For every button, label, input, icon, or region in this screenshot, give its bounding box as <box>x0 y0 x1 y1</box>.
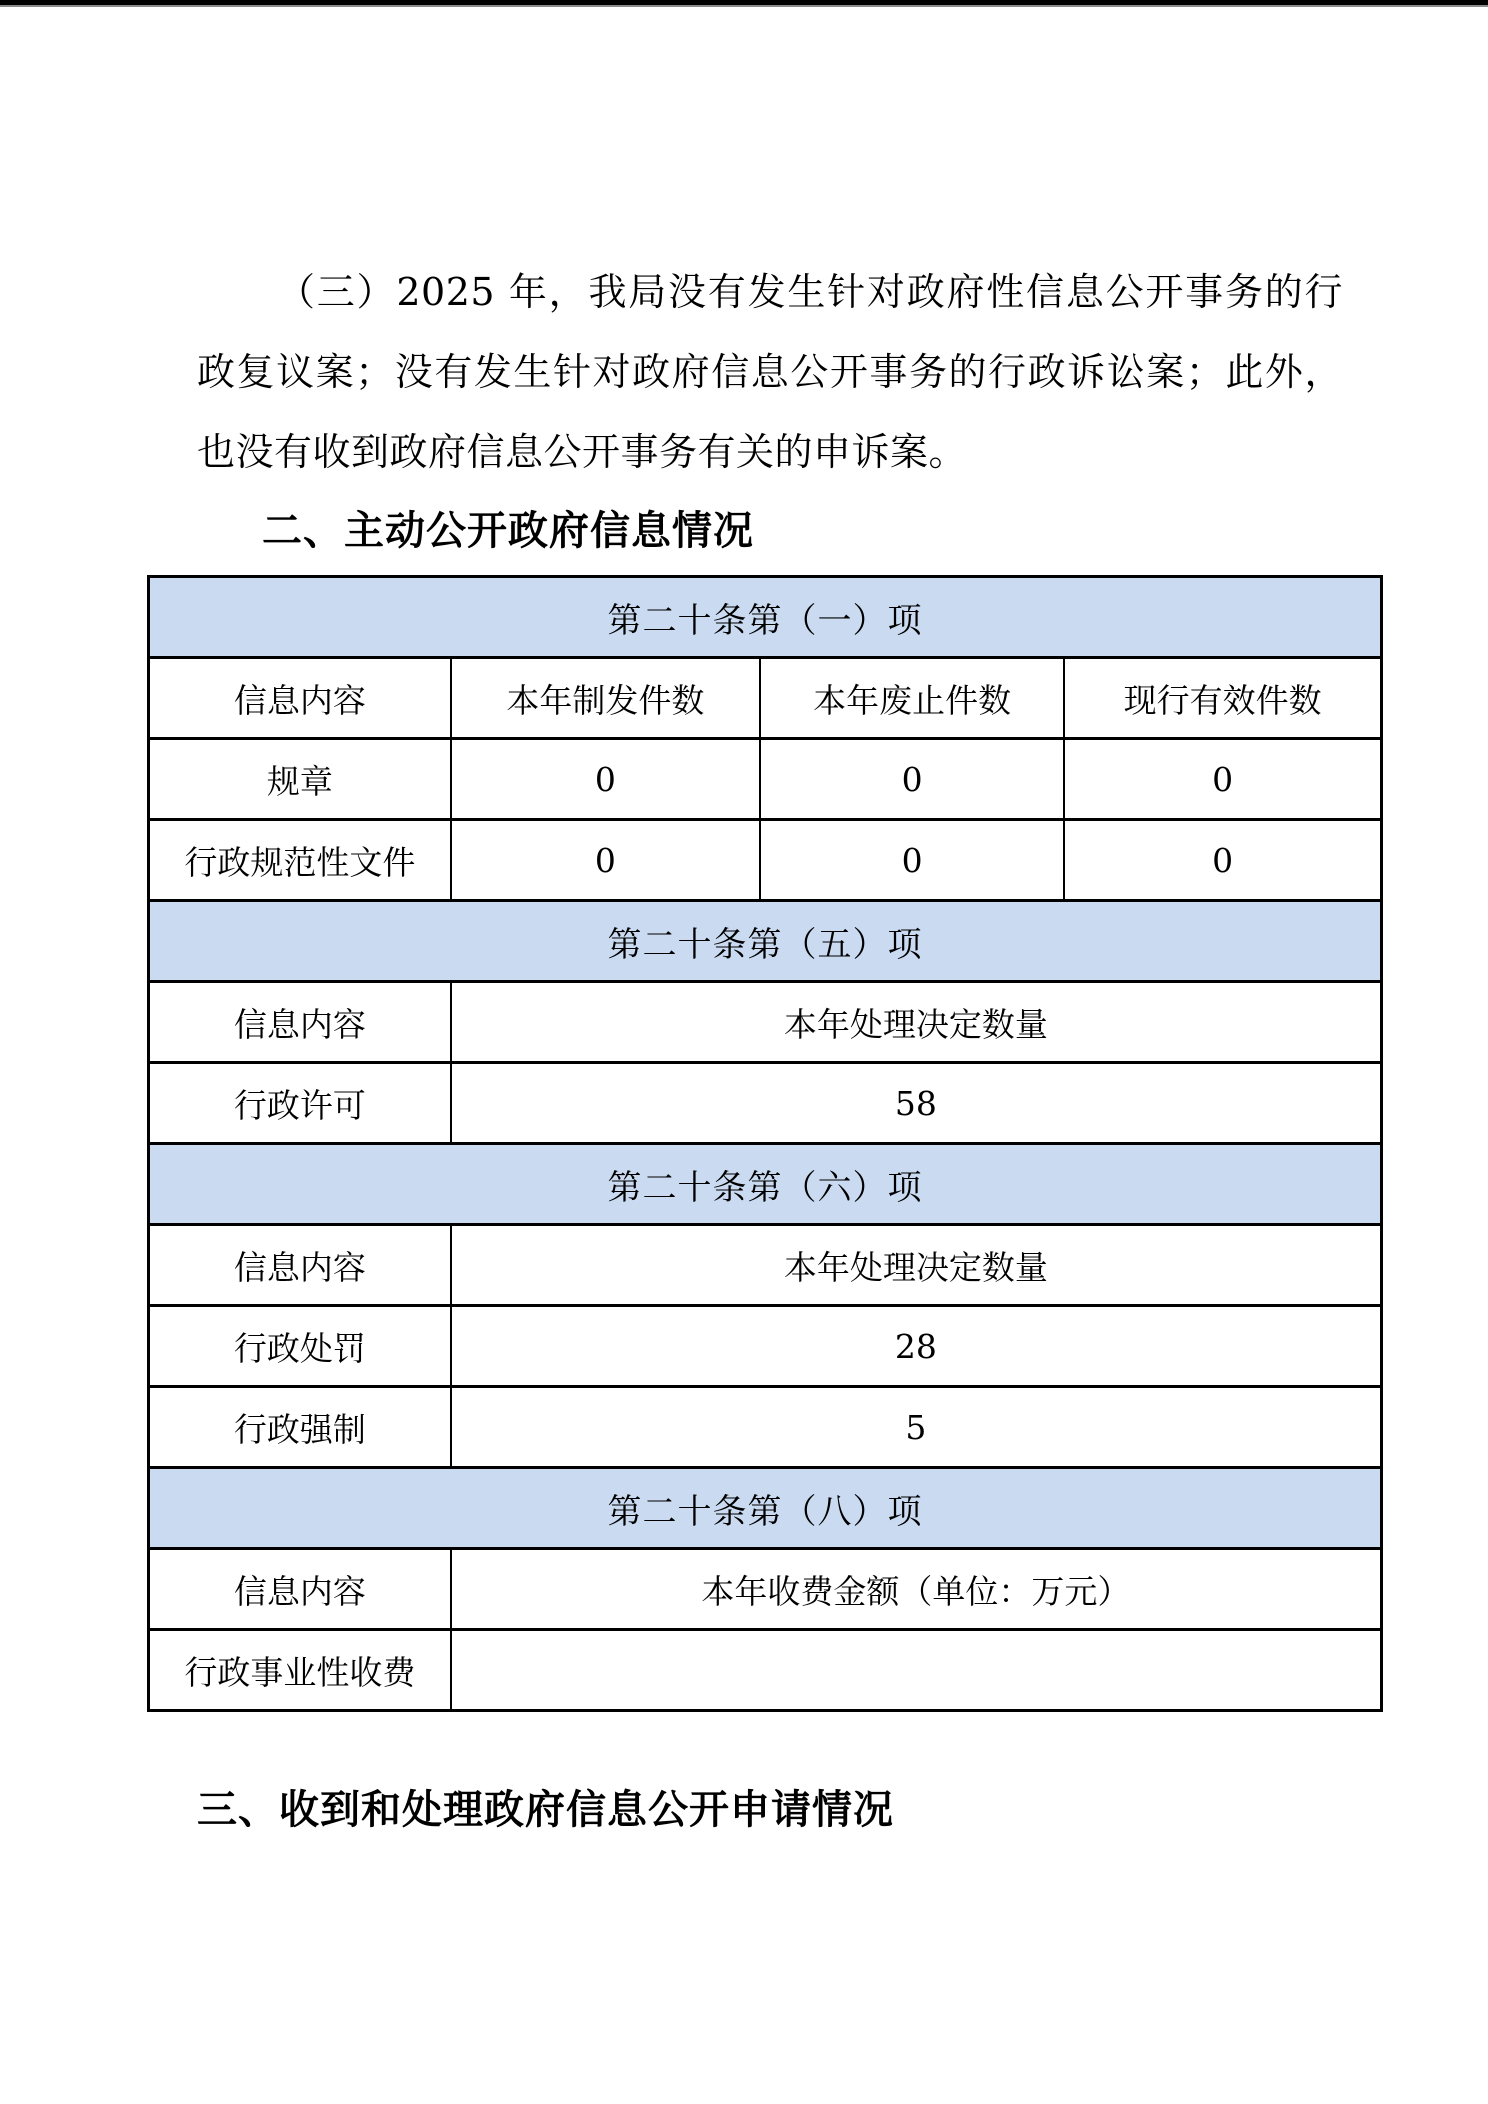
table-column-header-cell: 本年处理决定数量 <box>451 1225 1382 1306</box>
table-data-cell: 行政规范性文件 <box>149 820 451 901</box>
table-data-cell: 规章 <box>149 739 451 820</box>
table-data-row <box>149 739 1382 820</box>
table-data-cell: 28 <box>451 1306 1382 1387</box>
table-data-cell: 行政许可 <box>149 1063 451 1144</box>
page-top-edge-bar <box>0 0 1488 7</box>
table-section-title-cell: 第二十条第（八）项 <box>149 1468 1382 1549</box>
table-section-title-cell: 第二十条第（一）项 <box>149 577 1382 658</box>
table-column-header-row <box>149 982 1382 1063</box>
table-column-header-cell: 信息内容 <box>149 982 451 1063</box>
table-data-cell: 行政事业性收费 <box>149 1630 451 1711</box>
table-data-row <box>149 1630 1382 1711</box>
table-column-header-cell: 信息内容 <box>149 1549 451 1630</box>
table-data-cell: 0 <box>760 739 1064 820</box>
table-data-row <box>149 820 1382 901</box>
table-data-row <box>149 1063 1382 1144</box>
table-section-title-row <box>149 577 1382 658</box>
table-data-row <box>149 1387 1382 1468</box>
table-data-cell: 行政处罚 <box>149 1306 451 1387</box>
table-section-title-cell: 第二十条第（五）项 <box>149 901 1382 982</box>
table-section-title-cell: 第二十条第（六）项 <box>149 1144 1382 1225</box>
table-data-cell: 0 <box>451 820 760 901</box>
heading-section-2-proactive-disclosure: 二、主动公开政府信息情况 <box>262 508 754 554</box>
table-column-header-cell: 本年处理决定数量 <box>451 982 1382 1063</box>
table-column-header-row <box>149 658 1382 739</box>
table-data-cell <box>451 1630 1382 1711</box>
table-section-title-row <box>149 1468 1382 1549</box>
paragraph-administrative-cases: （三）2025 年，我局没有发生针对政府性信息公开事务的行政复议案；没有发生针对政府信息公开事务的行政诉讼案；此外，也没有收到政府信息公开事务有关的申诉案。 <box>197 270 1343 474</box>
table-data-cell: 0 <box>1064 820 1381 901</box>
table-column-header-row <box>149 1225 1382 1306</box>
table-data-cell: 5 <box>451 1387 1382 1468</box>
table-column-header-row <box>149 1549 1382 1630</box>
disclosure-statistics-table <box>147 575 1383 1712</box>
table-column-header-cell: 现行有效件数 <box>1064 658 1381 739</box>
table-data-cell: 58 <box>451 1063 1382 1144</box>
table-data-cell: 0 <box>760 820 1064 901</box>
table-section-title-row <box>149 901 1382 982</box>
table-column-header-cell: 信息内容 <box>149 1225 451 1306</box>
table-body <box>149 577 1382 1711</box>
table-column-header-cell: 本年收费金额（单位：万元） <box>451 1549 1382 1630</box>
table-column-header-cell: 本年废止件数 <box>760 658 1064 739</box>
table-column-header-cell: 本年制发件数 <box>451 658 760 739</box>
heading-section-3-requests-received: 三、收到和处理政府信息公开申请情况 <box>197 1787 894 1833</box>
table-data-row <box>149 1306 1382 1387</box>
table-data-cell: 行政强制 <box>149 1387 451 1468</box>
table-data-cell: 0 <box>1064 739 1381 820</box>
table-data-cell: 0 <box>451 739 760 820</box>
table-section-title-row <box>149 1144 1382 1225</box>
table-column-header-cell: 信息内容 <box>149 658 451 739</box>
